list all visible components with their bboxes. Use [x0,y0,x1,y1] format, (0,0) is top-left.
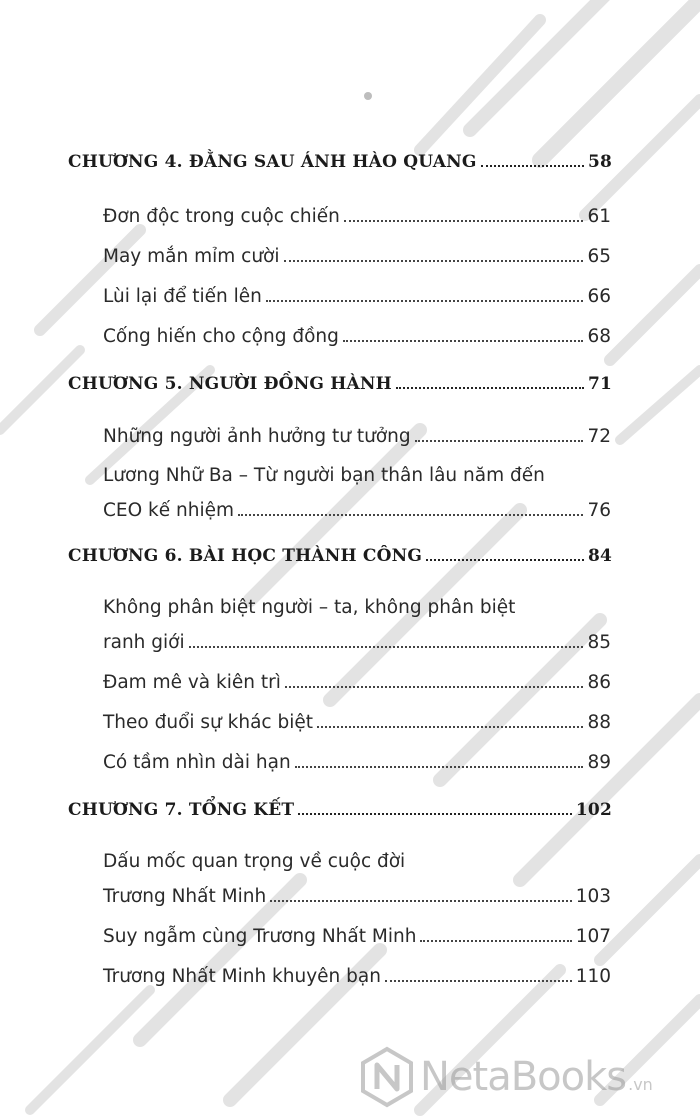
page-number: 66 [587,286,611,307]
entry-title: Những người ảnh hưởng tư tưởng [103,426,411,447]
dot-leader [295,765,584,768]
netabooks-watermark [360,1042,690,1112]
toc-entry [103,246,611,267]
toc-entry [103,886,611,907]
page-number: 84 [587,546,612,566]
entry-title: CEO kế nhiệm [103,500,235,521]
entry-title: Có tầm nhìn dài hạn [103,752,291,773]
page-number: 72 [587,426,611,447]
dot-leader [285,685,584,688]
page-number: 58 [587,152,612,172]
dot-leader [385,979,572,982]
dot-leader [266,299,584,302]
dot-leader [284,259,584,262]
page-number: 88 [587,712,611,733]
dot-leader [481,164,584,167]
toc-chapter-4 [68,152,612,172]
toc-entry [103,206,611,227]
dot-leader [270,899,572,902]
entry-title: Trương Nhất Minh [103,886,267,907]
brand-name: NetaBooks [420,1054,627,1100]
entry-title: Theo đuổi sự khác biệt [103,712,314,733]
brand-tld: .vn [628,1074,653,1094]
entry-title: ranh giới [103,632,185,653]
chapter-title: CHƯƠNG 6. BÀI HỌC THÀNH CÔNG [68,546,423,566]
entry-title: Suy ngẫm cùng Trương Nhất Minh [103,926,417,947]
toc-chapter-6 [68,546,612,566]
entry-title: Đam mê và kiên trì [103,672,281,693]
entry-title: Đơn độc trong cuộc chiến [103,206,340,227]
toc-chapter-5 [68,374,612,394]
page-number: 107 [575,926,611,947]
chapter-title: CHƯƠNG 5. NGƯỜI ĐỒNG HÀNH [68,374,392,394]
toc-entry [103,752,611,773]
page-number: 89 [587,752,611,773]
page-number: 110 [575,966,611,987]
toc-entry [103,712,611,733]
entry-title-line-1: Không phân biệt người – ta, không phân biệt [103,597,516,618]
dot-leader [426,558,584,561]
page-number: 103 [575,886,611,907]
n-logo-icon [360,1046,414,1108]
chapter-title: CHƯƠNG 7. TỔNG KẾT [68,800,295,820]
toc-entry [103,966,611,987]
dot-leader [238,513,583,516]
dot-leader [298,812,572,815]
dot-leader [343,339,584,342]
page-number: 68 [587,326,611,347]
dot-leader [189,645,584,648]
dot-leader [317,725,583,728]
page-number: 86 [587,672,611,693]
entry-title: May mắn mỉm cười [103,246,280,267]
page-number: 85 [587,632,611,653]
dot-leader [420,939,571,942]
toc-entry [103,632,611,653]
entry-title-line-1: Lương Nhữ Ba – Từ người bạn thân lâu năm đến [103,465,545,486]
toc-entry [103,426,611,447]
dot-leader [344,219,584,222]
toc-entry [103,326,611,347]
toc-entry [103,286,611,307]
toc-chapter-7 [68,800,612,820]
entry-title: Trương Nhất Minh khuyên bạn [103,966,381,987]
toc-entry [103,926,611,947]
page-number: 65 [587,246,611,267]
page-number: 61 [587,206,611,227]
toc-entry [103,500,611,521]
toc-entry [103,672,611,693]
page-number: 76 [587,500,611,521]
entry-title-line-1: Dấu mốc quan trọng về cuộc đời [103,851,406,872]
page-number: 71 [587,374,612,394]
page-number: 102 [575,800,612,820]
dot-leader [396,386,584,389]
chapter-title: CHƯƠNG 4. ĐẰNG SAU ÁNH HÀO QUANG [68,152,477,172]
dot-leader [415,439,584,442]
entry-title: Cống hiến cho cộng đồng [103,326,339,347]
entry-title: Lùi lại để tiến lên [103,286,262,307]
